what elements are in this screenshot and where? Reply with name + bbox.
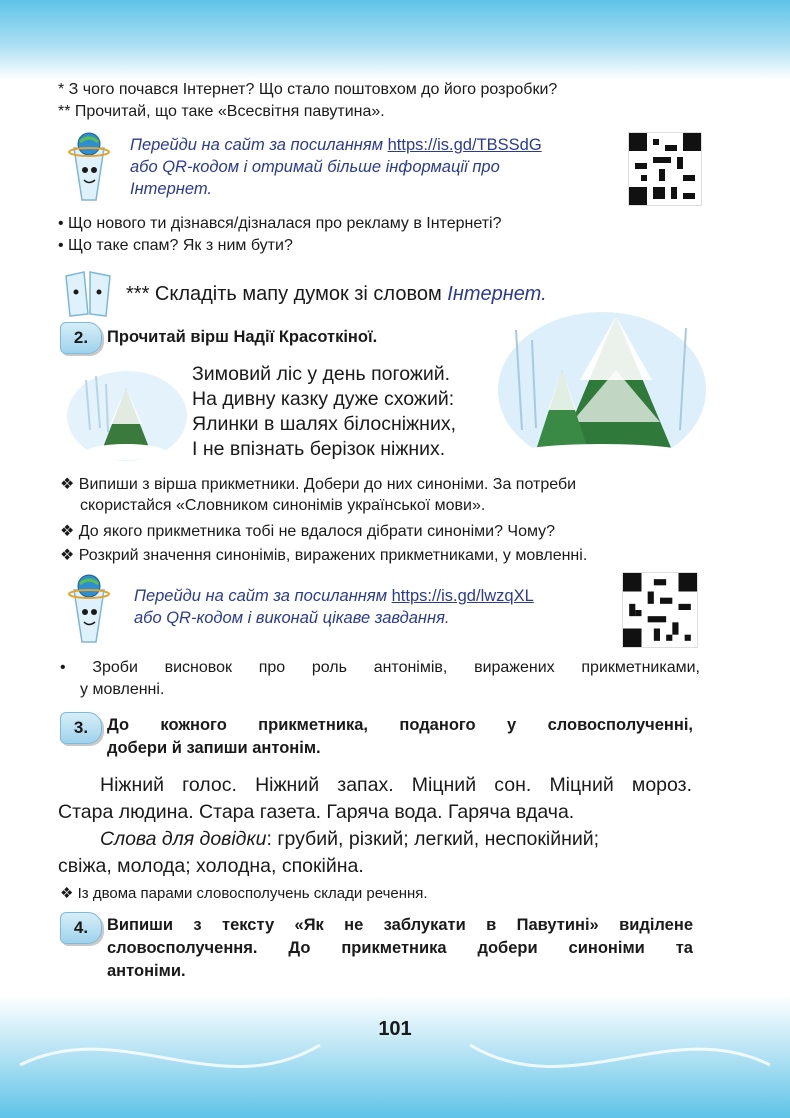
task-synonyms-meaning: ❖ Розкрий значення синонімів, виражених прикметниками, у мовленні. <box>60 547 588 564</box>
swirl-ornament-icon <box>0 995 790 1118</box>
globe-bookmark-icon <box>60 572 118 647</box>
poem-line-1: Зимовий ліс у день погожий. <box>192 363 451 385</box>
page-number: 101 <box>378 1018 412 1040</box>
task-2-title: Прочитай вірш Надії Красоткіної. <box>107 328 378 346</box>
reference-label: Слова для довідки <box>100 828 267 850</box>
task-adjectives-cont: скористайся «Словником синонімів української мови». <box>80 497 486 514</box>
note-2-line-2: або QR-кодом і виконай цікаве завдання. <box>134 609 450 627</box>
books-icon <box>60 268 118 318</box>
qr-code-icon[interactable] <box>628 132 702 206</box>
mindmap-word: Інтернет. <box>447 283 547 305</box>
mindmap-prefix: *** Складіть мапу думок зі словом <box>126 283 448 305</box>
conclusion-line-1: • Зроби висновок про роль антонімів, виражених прикметниками, <box>60 659 700 676</box>
task-synonyms-question: ❖ До якого прикметника тобі не вдалося дібрати синоніми? Чому? <box>60 523 556 540</box>
globe-bookmark-icon <box>60 130 118 205</box>
winter-tree-illustration-small <box>66 370 188 462</box>
bullet-ad: • Що нового ти дізнався/дізналася про рекламу в Інтернеті? <box>58 215 502 232</box>
task-2-number: 2. <box>60 322 102 354</box>
note-1 <box>130 134 610 200</box>
note-2-link[interactable]: https://is.gd/lwzqXL <box>391 587 534 605</box>
task-3-reference-line-1 <box>100 826 692 852</box>
note-2-prefix: Перейди на сайт за посиланням <box>134 587 392 605</box>
poem-line-3: Ялинки в шалях білосніжних, <box>192 413 457 435</box>
task-4-line-1: Випиши з тексту «Як не заблукати в Павутині» виділене <box>107 916 693 934</box>
note-2 <box>134 585 614 629</box>
bottom-decorative-band <box>0 995 790 1118</box>
mindmap-task <box>126 281 547 307</box>
top-decorative-band <box>0 0 790 80</box>
task-4-line-3: антоніми. <box>107 962 186 980</box>
task-3-text-line-2: Стара людина. Стара газета. Гаряча вода. Гаряча вдача. <box>58 801 575 823</box>
qr-code-icon[interactable] <box>622 572 698 648</box>
task-3-number: 3. <box>60 712 102 744</box>
task-4-line-2: словосполучення. До прикметника добери синоніми та <box>107 939 693 957</box>
poem <box>192 362 456 462</box>
poem-line-2: На дивну казку дуже схожий: <box>192 388 455 410</box>
question-1: * З чого почався Інтернет? Що стало поштовхом до його розробки? <box>58 81 558 98</box>
task-3-title-line-2: добери й запиши антонім. <box>107 739 321 757</box>
conclusion-line-2: у мовленні. <box>80 681 165 698</box>
note-1-prefix: Перейди на сайт за посиланням <box>130 136 388 154</box>
bullet-spam: • Що таке спам? Як з ним бути? <box>58 237 293 254</box>
winter-tree-illustration-large <box>496 310 708 470</box>
note-1-line-2: або QR-кодом і отримай більше інформації про <box>130 158 500 176</box>
task-adjectives: ❖ Випиши з вірша прикметники. Добери до них синоніми. За потреби <box>60 476 577 493</box>
poem-line-4: І не впізнать берізок ніжних. <box>192 438 446 460</box>
task-3-reference-line-2: свіжа, молода; холодна, спокійна. <box>58 855 364 877</box>
reference-words-1: : грубий, різкий; легкий, неспокійний; <box>266 828 600 850</box>
note-1-line-3: Інтернет. <box>130 180 212 198</box>
note-1-link[interactable]: https://is.gd/TBSSdG <box>387 136 542 154</box>
task-3-sub: ❖ Із двома парами словосполучень склади речення. <box>60 885 428 902</box>
task-3-title-line-1: До кожного прикметника, поданого у словосполученні, <box>107 716 693 734</box>
question-2: ** Прочитай, що таке «Всесвітня павутина». <box>58 103 385 120</box>
task-4-number: 4. <box>60 912 102 944</box>
task-3-text-line-1: Ніжний голос. Ніжний запах. Міцний сон. Міцний мороз. <box>100 774 692 796</box>
